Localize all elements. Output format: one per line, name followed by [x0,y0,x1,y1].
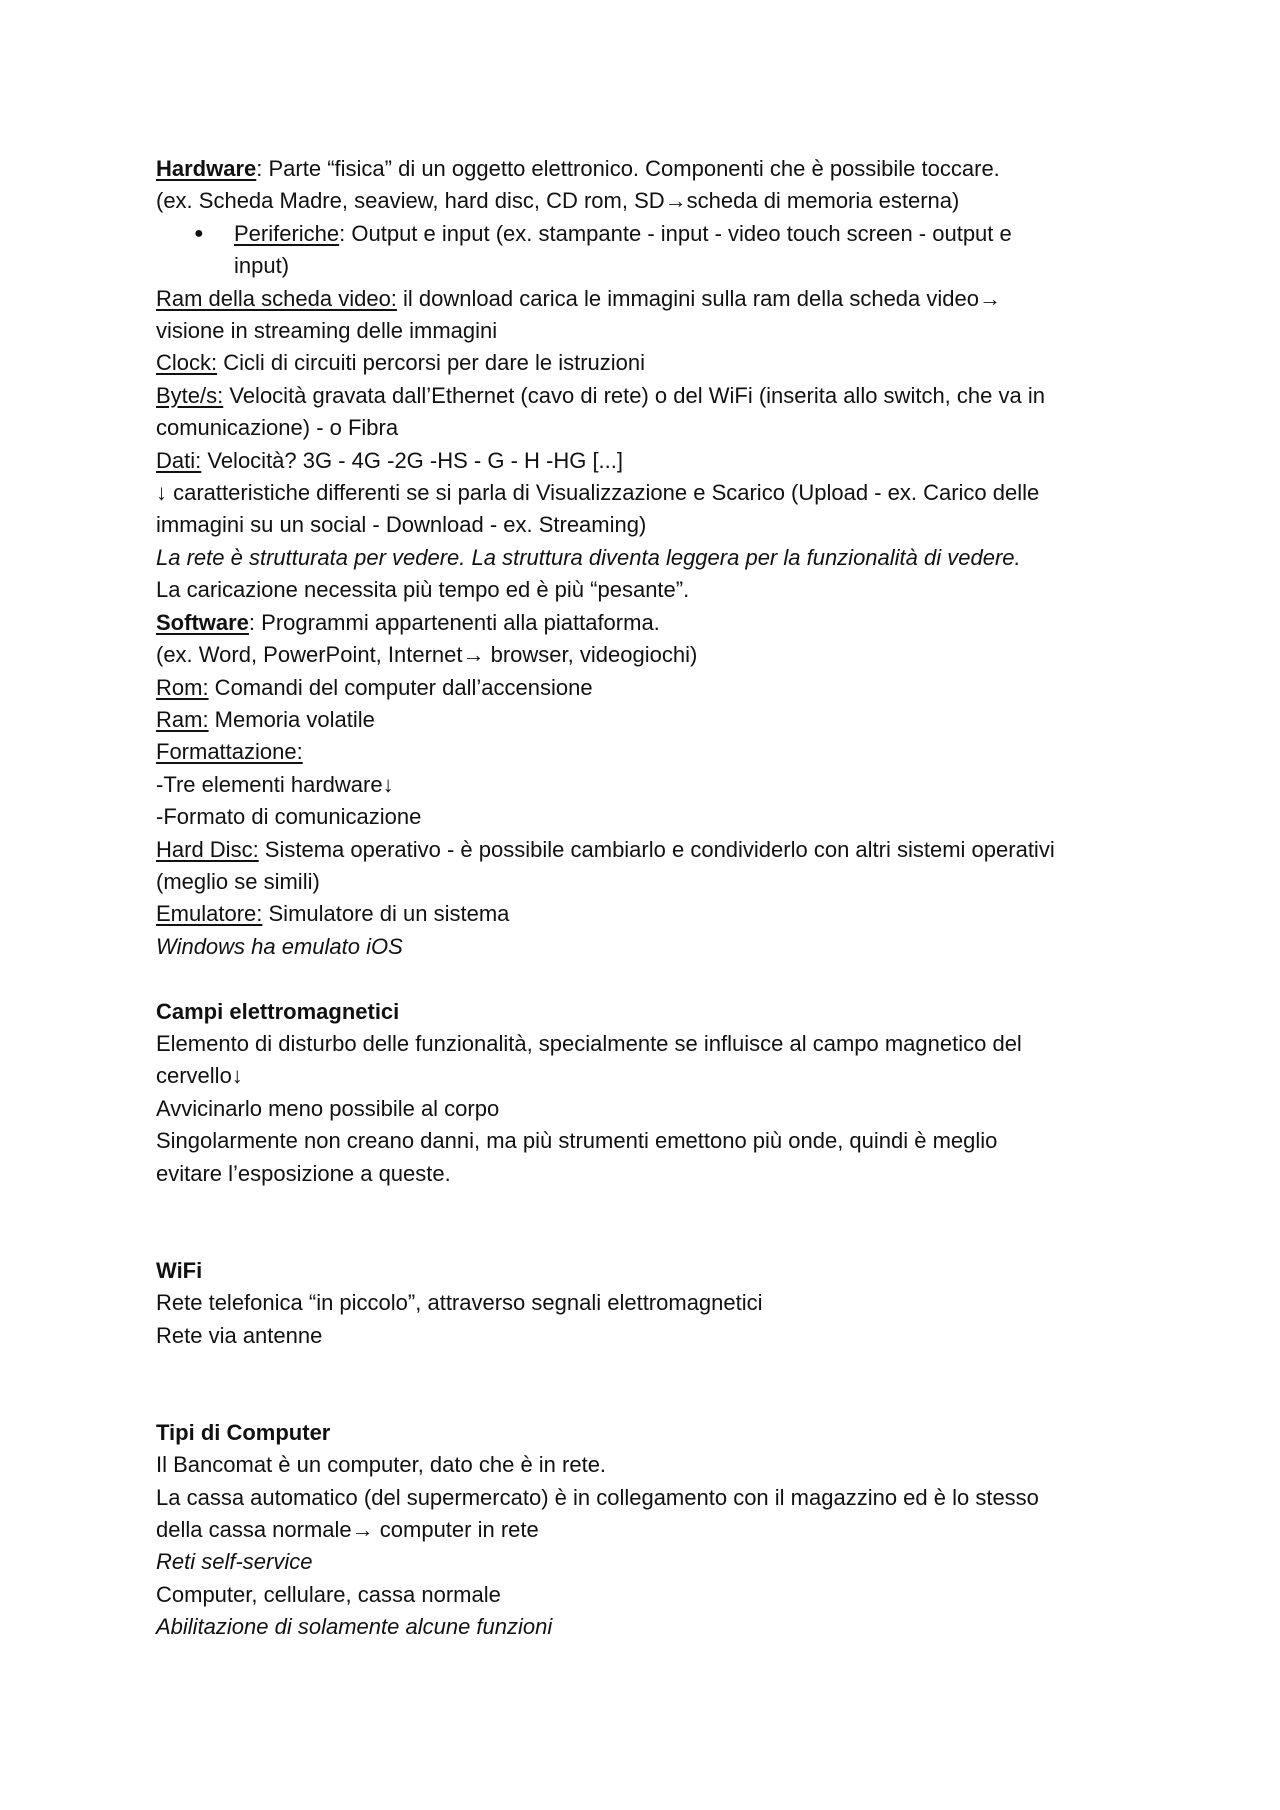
emulatore-term: Emulatore: [156,901,263,927]
campi-line-5: evitare l’esposizione a queste. [156,1160,451,1186]
tipi-line-5: Computer, cellulare, cassa normale [156,1581,501,1607]
wifi-line-1: Rete telefonica “in piccolo”, attraverso segnali elettromagnetici [156,1290,763,1316]
blank-lines [156,1352,1136,1417]
blank-lines [156,1190,1136,1255]
campi-line-3: Avvicinarlo meno possibile al corpo [156,1095,500,1121]
bullet-icon: ● [194,224,204,242]
periferiche-term: Periferiche [234,220,340,246]
dati-italic-note: La rete è strutturata per vedere. La struttura diventa leggera per la funzionalità di vedere. [156,544,1021,570]
hardware-line-1: Hardware: Parte “fisica” di un oggetto elettronico. Componenti che è possibile toccare. [156,156,1000,181]
formattazione-line [156,736,1136,768]
bytes-line-2: comunicazione) - o Fibra [156,415,399,441]
bullet-item-periferiche-cont: input) [234,253,290,279]
tipi-italic-note-1: Reti self-service [156,1549,313,1575]
software-term: Software [156,609,249,635]
tipi-line-1: Il Bancomat è un computer, dato che è in rete. [156,1452,607,1478]
clock-line: Clock: Cicli di circuiti percorsi per dare le istruzioni [156,350,646,376]
tipi-line-2: La cassa automatico (del supermercato) è in collegamento con il magazzino ed è lo stesso [156,1484,1039,1510]
ram-video-line-2: visione in streaming delle immagini [156,318,498,344]
software-line-2: (ex. Word, PowerPoint, Internet→ browser, videogiochi) [156,642,698,668]
bytes-term: Byte/s: [156,382,224,408]
tipi-heading: Tipi di Computer [156,1419,331,1445]
dati-line-5: La caricazione necessita più tempo ed è più “pesante”. [156,577,690,603]
dati-line-1: Dati: Velocità? 3G - 4G -2G -HS - G - H -HG [...] [156,447,624,473]
hard-disc-line-1: Hard Disc: Sistema operativo - è possibile cambiarlo e condividerlo con altri sistemi operativi [156,836,1055,862]
formattazione-item-1: -Tre elementi hardware↓ [156,771,394,797]
tipi-line-3: della cassa normale→ computer in rete [156,1517,539,1543]
ram-video-term: Ram della scheda video: [156,285,397,311]
campi-line-1: Elemento di disturbo delle funzionalità, specialmente se influisce al campo magnetico del [156,1030,1022,1056]
hard-disc-line-2: (meglio se simili) [156,868,320,894]
bytes-line-1: Byte/s: Velocità gravata dall’Ethernet (cavo di rete) o del WiFi (inserita allo switch, che va in [156,382,1045,408]
hardware-line-2: (ex. Scheda Madre, seaview, hard disc, CD rom, SD→scheda di memoria esterna) [156,188,960,214]
ram-term: Ram: [156,706,209,732]
dati-line-3: immagini su un social - Download - ex. Streaming) [156,512,647,538]
campi-line-2: cervello↓ [156,1063,243,1089]
formattazione-item-2: -Formato di comunicazione [156,804,422,830]
rom-line: Rom: Comandi del computer dall’accensione [156,674,593,700]
dati-line-2: ↓ caratteristiche differenti se si parla di Visualizzazione e Scarico (Upload - ex. Carico delle [156,480,1040,506]
formattazione-term: Formattazione: [156,739,303,765]
clock-term: Clock: [156,350,218,376]
emulatore-italic-note: Windows ha emulato iOS [156,933,403,959]
ram-line: Ram: Memoria volatile [156,706,375,732]
tipi-italic-note-2: Abilitazione di solamente alcune funzioni [156,1614,553,1640]
campi-heading: Campi elettromagnetici [156,998,400,1024]
dati-term: Dati: [156,447,202,473]
software-line-1: Software: Programmi appartenenti alla piattaforma. [156,609,660,635]
emulatore-line: Emulatore: Simulatore di un sistema [156,901,510,927]
ram-video-line-1: Ram della scheda video: il download carica le immagini sulla ram della scheda video→ [156,285,1001,311]
wifi-line-2: Rete via antenne [156,1322,323,1348]
rom-term: Rom: [156,674,209,700]
wifi-heading: WiFi [156,1257,203,1283]
bullet-item-periferiche: ● Periferiche: Output e input (ex. stampante - input - video touch screen - output e [156,218,1136,250]
blank-line [156,963,1136,995]
hard-disc-term: Hard Disc: [156,836,259,862]
document-page [156,153,1136,1644]
hardware-term: Hardware [156,156,257,181]
campi-line-4: Singolarmente non creano danni, ma più strumenti emettono più onde, quindi è meglio [156,1128,998,1154]
